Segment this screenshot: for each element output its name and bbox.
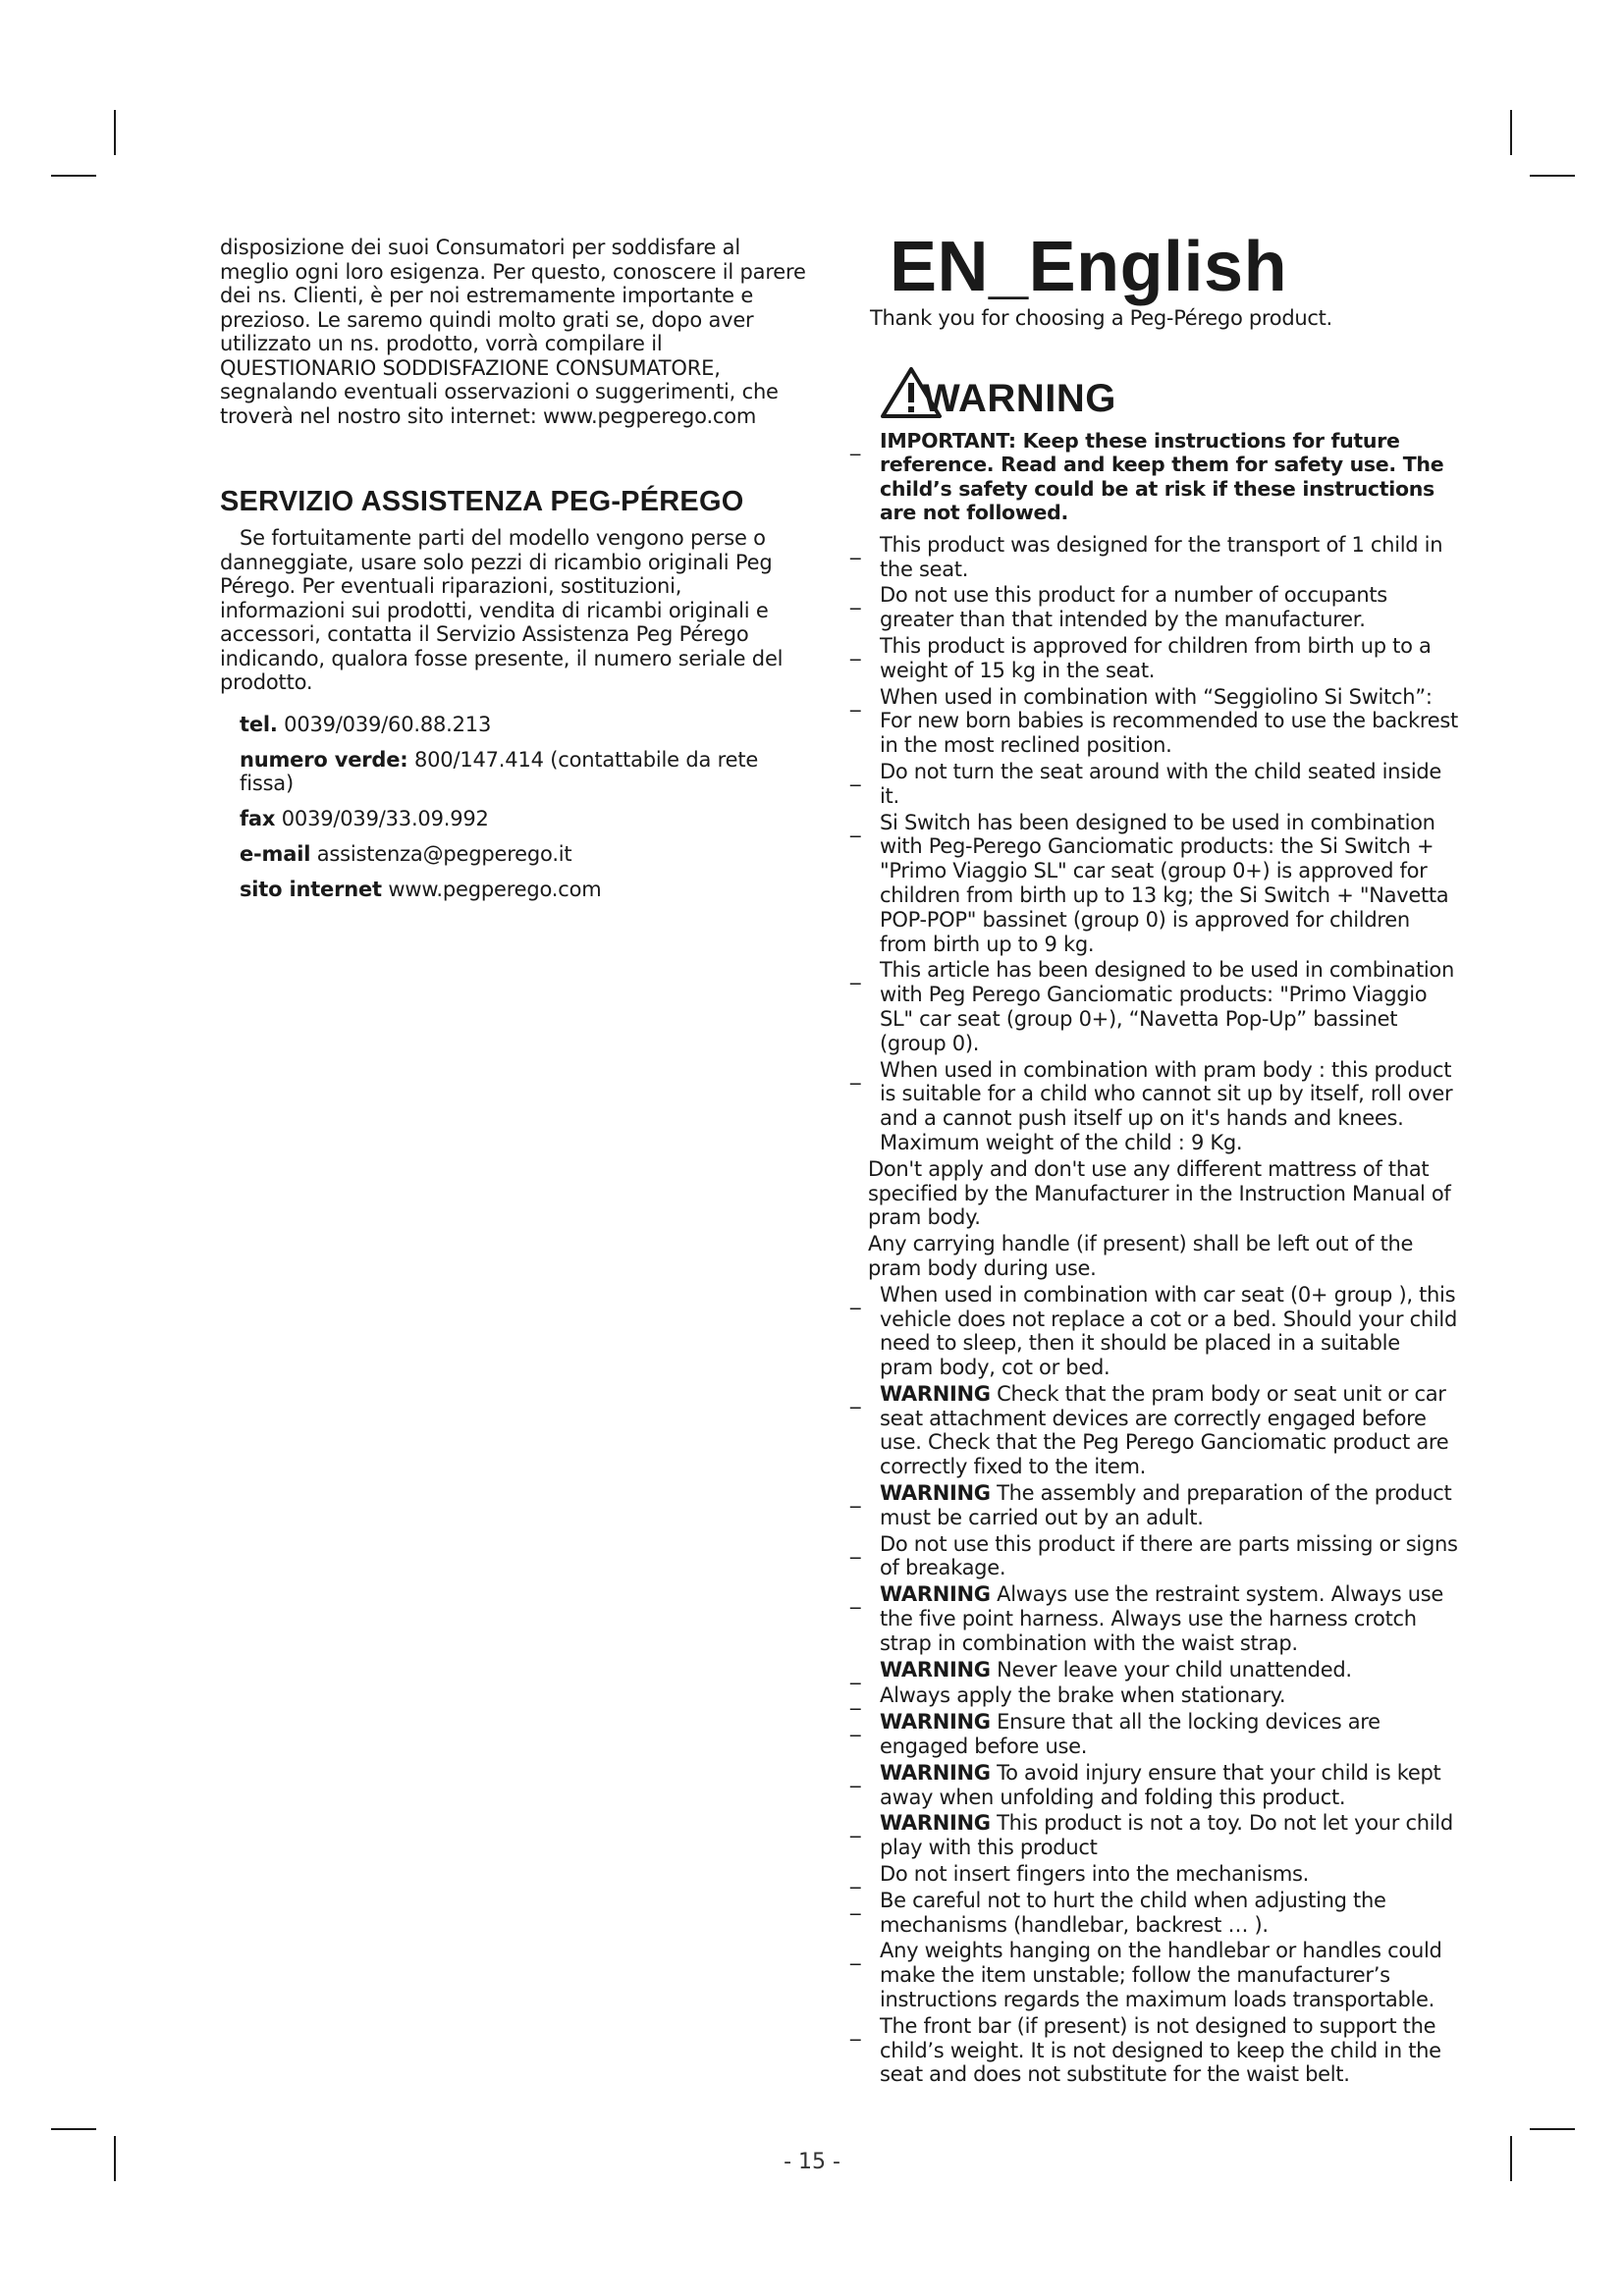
contact-item bbox=[240, 807, 809, 830]
safety-item-text: Always use the restraint system. Always use the five point harness. Always use the harness crotch strap in combination with the waist strap. bbox=[880, 1582, 1444, 1655]
contact-value: assistenza@pegperego.it bbox=[316, 841, 572, 866]
safety-item bbox=[850, 811, 1459, 957]
safety-item-text: Do not insert fingers into the mechanisms. bbox=[880, 1862, 1310, 1887]
contact-value: 800/147.414 (contattabile da rete fissa) bbox=[240, 747, 759, 795]
warning-label: WARNING bbox=[880, 1811, 991, 1836]
safety-item bbox=[850, 1283, 1459, 1380]
warning-label: WARNING bbox=[880, 1381, 991, 1406]
safety-item bbox=[850, 2014, 1459, 2087]
contact-value: www.pegperego.com bbox=[388, 877, 602, 901]
contact-item bbox=[240, 713, 809, 736]
safety-item-text: Be careful not to hurt the child when adjusting the mechanisms (handlebar, backrest … ). bbox=[880, 1888, 1386, 1937]
page-number: - 15 - bbox=[784, 2150, 840, 2174]
safety-item-text: Do not use this product for a number of occupants greater than that intended by the manufacturer. bbox=[880, 583, 1387, 632]
safety-item bbox=[850, 1532, 1459, 1581]
contact-label: e-mail bbox=[240, 841, 311, 866]
important-notice: _ IMPORTANT: Keep these instructions for future reference. Read and keep them for safety use. The child’s safety could be at risk if these instructions are not followed. bbox=[850, 429, 1459, 525]
safety-item bbox=[850, 958, 1459, 1055]
safety-item bbox=[850, 1232, 1459, 1281]
italian-column bbox=[220, 236, 809, 913]
safety-item-text: Any carrying handle (if present) shall be left out of the pram body during use. bbox=[868, 1232, 1414, 1280]
safety-item bbox=[850, 1157, 1459, 1230]
warning-label: WARNING bbox=[880, 1582, 991, 1607]
safety-item bbox=[850, 583, 1459, 632]
safety-item-text: Don't apply and don't use any different mattress of that specified by the Manufacturer in the Instruction Manual of pram body. bbox=[868, 1156, 1451, 1230]
safety-item bbox=[850, 1382, 1459, 1479]
contact-item bbox=[240, 842, 809, 866]
contact-value: 0039/039/60.88.213 bbox=[284, 712, 492, 736]
crop-mark bbox=[1530, 2128, 1575, 2130]
safety-item bbox=[850, 1658, 1459, 1682]
safety-item-text: Si Switch has been designed to be used in combination with Peg-Perego Ganciomatic products: the Si Switch + "Primo Viaggio SL" car seat (group 0+) is approved for children from birth up to 13 kg; the Si Switch + "Navetta POP-POP" bassinet (group 0) is approved for children from birth up to 9 kg. bbox=[880, 810, 1449, 956]
safety-item-text: Do not use this product if there are parts missing or signs of breakage. bbox=[880, 1531, 1458, 1580]
thanks-line: Thank you for choosing a Peg-Pérego product. bbox=[870, 306, 1332, 330]
safety-item-text: Any weights hanging on the handlebar or handles could make the item unstable; follow the manufacturer’s instructions regards the maximum loads transportable. bbox=[880, 1939, 1442, 2012]
safety-item-text: This product is not a toy. Do not let your child play with this product bbox=[880, 1811, 1453, 1860]
safety-item-text: When used in combination with “Seggiolino Si Switch”: For new born babies is recommended to use the backrest in the most reclined position. bbox=[880, 684, 1458, 758]
safety-item-text: The assembly and preparation of the product must be carried out by an adult. bbox=[880, 1481, 1452, 1529]
intro-paragraph: disposizione dei suoi Consumatori per soddisfare al meglio ogni loro esigenza. Per questo, conoscere il parere dei ns. Clienti, è per noi estremamente importante e prezioso. Le saremo quindi molto grati se, dopo aver utilizzato un ns. prodotto, vorrà compilare il QUESTIONARIO SODDISFAZIONE CONSUMATORE, segnalando eventuali osservazioni o suggerimenti, che troverà nel nostro sito internet: www.pegperego.com bbox=[220, 236, 806, 428]
safety-item-text: Never leave your child unattended. bbox=[990, 1657, 1352, 1682]
contact-list bbox=[240, 713, 809, 901]
service-paragraph: Se fortuitamente parti del modello vengono perse o danneggiate, usare solo pezzi di ricambio originali Peg Pérego. Per eventuali riparazioni, sostituzioni, informazioni sui prodotti, vendita di ricambi originali e accessori, contatta il Servizio Assistenza Peg Pérego indicando, qualora fosse presente, il numero seriale del prodotto. bbox=[220, 526, 784, 694]
safety-item-text: Ensure that all the locking devices are engaged before use. bbox=[880, 1710, 1380, 1759]
crop-mark bbox=[1530, 175, 1575, 177]
crop-mark bbox=[51, 2128, 96, 2130]
safety-item bbox=[850, 1939, 1459, 2011]
safety-item-text: When used in combination with car seat (0+ group ), this vehicle does not replace a cot or a bed. Should your child need to sleep, then it should be placed in a suitable pram body, cot or bed. bbox=[880, 1282, 1457, 1380]
contact-item bbox=[240, 878, 809, 901]
safety-item-text: When used in combination with pram body : this product is suitable for a child who cannot sit up by itself, roll over and a cannot push itself up on it's hands and knees. Maximum weight of the child : 9 Kg. bbox=[880, 1057, 1453, 1154]
contact-label: fax bbox=[240, 806, 276, 830]
safety-item bbox=[850, 685, 1459, 758]
contact-label: tel. bbox=[240, 712, 278, 736]
safety-item bbox=[850, 533, 1459, 582]
english-column bbox=[850, 228, 1459, 2089]
crop-mark bbox=[1510, 110, 1512, 155]
safety-item-text: This product is approved for children from birth up to a weight of 15 kg in the seat. bbox=[880, 633, 1432, 682]
contact-label: sito internet bbox=[240, 877, 382, 901]
warning-label: WARNING bbox=[880, 1760, 991, 1785]
crop-mark bbox=[51, 175, 96, 177]
contact-label: numero verde: bbox=[240, 747, 408, 772]
warning-title: WARNING bbox=[923, 376, 1116, 420]
safety-item-text: To avoid injury ensure that your child is kept away when unfolding and folding this product. bbox=[880, 1760, 1441, 1809]
warning-label: WARNING bbox=[880, 1710, 991, 1735]
safety-items bbox=[850, 533, 1459, 2087]
safety-item bbox=[850, 760, 1459, 809]
safety-item bbox=[850, 1710, 1459, 1759]
contact-value: 0039/039/33.09.992 bbox=[281, 806, 489, 830]
warning-label: WARNING bbox=[880, 1657, 991, 1682]
warning-heading bbox=[880, 364, 1459, 419]
language-title: EN_English bbox=[890, 228, 1288, 306]
service-heading: SERVIZIO ASSISTENZA PEG-PÉREGO bbox=[220, 486, 744, 517]
safety-item bbox=[850, 1811, 1459, 1860]
crop-mark bbox=[114, 110, 116, 155]
safety-item-text: The front bar (if present) is not designed to support the child’s weight. It is not designed to keep the child in the seat and does not substitute for the waist belt. bbox=[880, 2013, 1441, 2087]
safety-item-text: Always apply the brake when stationary. bbox=[880, 1683, 1286, 1708]
safety-item bbox=[850, 1683, 1459, 1708]
warning-label: WARNING bbox=[880, 1481, 991, 1506]
contact-item bbox=[240, 748, 809, 795]
safety-item bbox=[850, 634, 1459, 683]
safety-item bbox=[850, 1889, 1459, 1938]
safety-item bbox=[850, 1058, 1459, 1155]
safety-item-text: Check that the pram body or seat unit or car seat attachment devices are correctly engaged before use. Check that the Peg Perego Ganciomatic product are correctly fixed to the item. bbox=[880, 1381, 1449, 1479]
safety-item bbox=[850, 1481, 1459, 1530]
safety-item bbox=[850, 1761, 1459, 1810]
safety-item-text: This product was designed for the transport of 1 child in the seat. bbox=[880, 532, 1443, 581]
safety-item bbox=[850, 1582, 1459, 1655]
safety-item-text: Do not turn the seat around with the child seated inside it. bbox=[880, 759, 1442, 808]
safety-item bbox=[850, 1862, 1459, 1887]
safety-item-text: This article has been designed to be used in combination with Peg Perego Ganciomatic products: "Primo Viaggio SL" car seat (group 0+), “Navetta Pop-Up” bassinet (group 0). bbox=[880, 958, 1454, 1055]
